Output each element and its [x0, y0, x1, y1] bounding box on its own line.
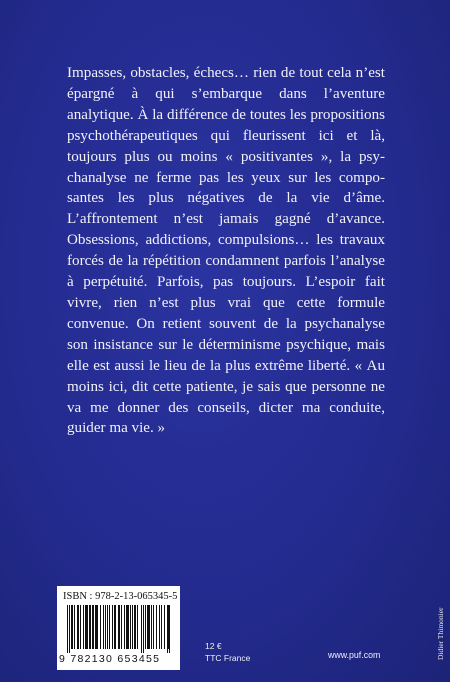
- publisher-website: www.puf.com: [328, 650, 381, 660]
- isbn-label: ISBN : 978-2-13-065345-5: [63, 591, 178, 602]
- blurb-text: Impasses, obstacles, échecs… rien de tout cela n’est épargné à qui s’embarque dans l’aventure analytique. À la différence de toutes les propositions psychothérapeutiques qui fleurissent ici et là, toujours plus ou moins « positivantes », la psychanalyse ne ferme pas les yeux sur les composantes les plus négatives de la vie d’âme. L’affrontement n’est jamais gagné d’avance. Obsessions, addictions, compulsions… les travaux forcés de la répétition condamnent parfois l’analyse à perpétuité. Parfois, pas toujours. L’espoir fait vivre, rien n’est plus vrai que cette formule convenue. On retient souvent de la psychanalyse son insistance sur le déterminisme psychique, mais elle est aussi le lieu de la plus extrême liberté. « Au moins ici, dit cette patiente, je sais que personne ne va me donner des conseils, dicter ma conduite, guider ma vie. »: [67, 65, 385, 437]
- barcode-block: [57, 586, 180, 670]
- price-note: TTC France: [205, 653, 251, 663]
- price-value: 12 €: [205, 641, 222, 651]
- price-block: [205, 640, 250, 664]
- barcode-digits: 9 782130 653455: [59, 653, 161, 665]
- barcode-icon: [67, 605, 171, 653]
- cover-credit: Didier Thimonier: [436, 607, 445, 660]
